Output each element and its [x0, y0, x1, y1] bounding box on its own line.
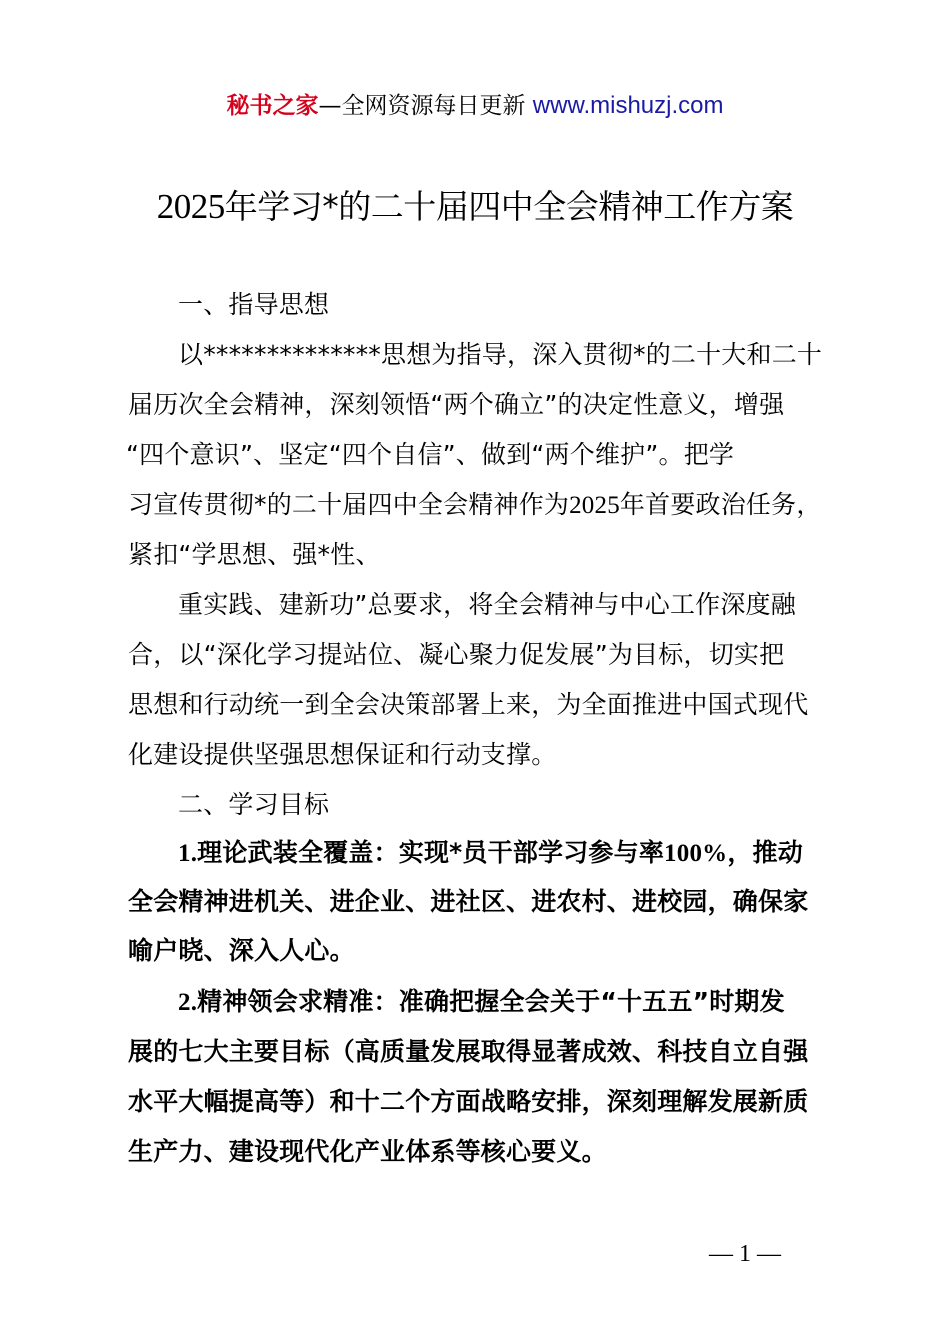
section-heading-learning-goals: 二、学习目标 — [178, 790, 330, 819]
goal-line: 生产力、建设现代化产业体系等核心要义。 — [128, 1137, 607, 1166]
goal-text: 理论武装全覆盖：实现*员干部学习参与率 — [197, 838, 665, 867]
document-title — [40, 182, 910, 232]
site-url-link[interactable]: www.mishuzj.com — [532, 92, 724, 119]
goal-line: 喻户晓、深入人心。 — [128, 936, 355, 965]
title-year: 2025 — [156, 187, 225, 226]
paragraph-line: 思想和行动统一到全会决策部署上来，为全面推进中国式现代 — [128, 690, 809, 719]
goal-line — [178, 831, 803, 875]
paragraph-text: 年首要政治任务， — [619, 490, 822, 519]
goal-number: 2. — [178, 989, 198, 1016]
goal-line: 展的七大主要目标（高质量发展取得显著成效、科技自立自强 — [128, 1037, 809, 1066]
goal-text: ，推动 — [727, 838, 803, 867]
goal-text: 精神领会求精准：准确把握全会关于“十五五”时期发 — [197, 987, 785, 1016]
paragraph-text: 习宣传贯彻*的二十届四中全会精神作为 — [128, 490, 570, 519]
section-heading-guiding-thought: 一、指导思想 — [178, 290, 330, 319]
page-number: — 1 — — [709, 1241, 781, 1267]
site-header — [0, 86, 950, 126]
paragraph-line: 紧扣“学思想、强*性、 — [128, 540, 381, 569]
paragraph-line: 以**************思想为指导，深入贯彻*的二十大和二十 — [178, 340, 823, 369]
paragraph-line — [128, 483, 822, 527]
goal-line: 水平大幅提高等）和十二个方面战略安排，深刻理解发展新质 — [128, 1087, 809, 1116]
paragraph-line: 合，以“深化学习提站位、凝心聚力促发展”为目标，切实把 — [128, 640, 785, 669]
goal-number: 1. — [178, 840, 198, 867]
paragraph-line: “四个意识”、坚定“四个自信”、做到“两个维护”。把学 — [126, 440, 735, 469]
paragraph-year: 2025 — [569, 492, 620, 519]
goal-line: 全会精神进机关、进企业、进社区、进农村、进校园，确保家 — [128, 887, 809, 916]
title-text: 年学习*的二十届四中全会精神工作方案 — [224, 187, 794, 226]
goal-percentage: 100% — [664, 840, 728, 867]
paragraph-line: 届历次全会精神，深刻领悟“两个确立”的决定性意义，增强 — [128, 390, 785, 419]
paragraph-line: 化建设提供坚强思想保证和行动支撑。 — [128, 740, 557, 769]
brand-name: 秘书之家 — [226, 93, 319, 119]
goal-line — [178, 980, 785, 1024]
header-slogan: —全网资源每日更新 — [318, 93, 533, 119]
paragraph-line: 重实践、建新功”总要求，将全会精神与中心工作深度融 — [178, 590, 796, 619]
